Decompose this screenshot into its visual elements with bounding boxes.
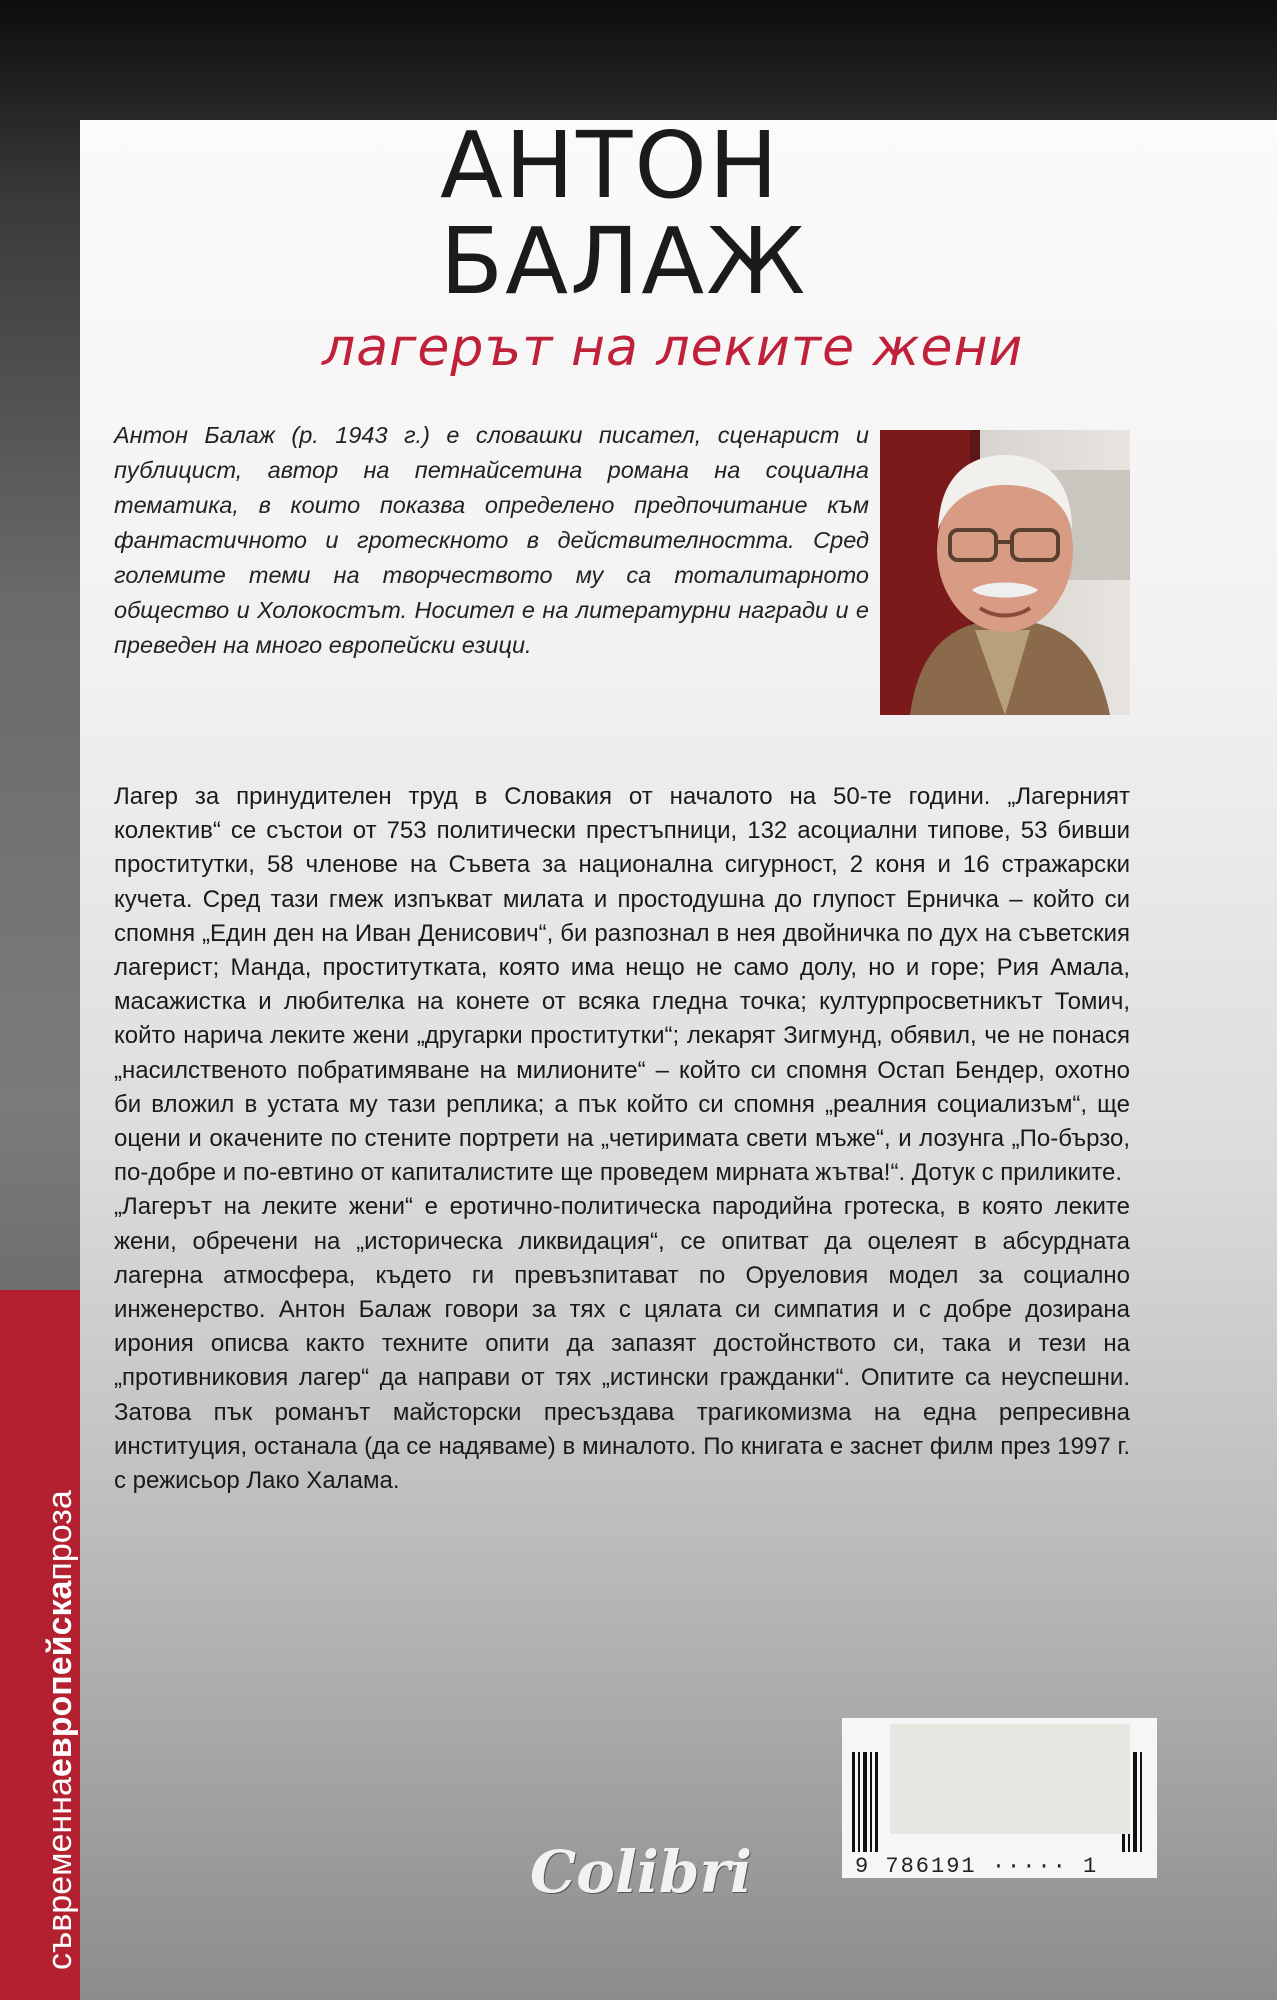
description-paragraph-1: Лагер за принудителен труд в Словакия от началото на 50-те години. „Лагерният колектив“ се състои от 753 политически престъпници, 132 асоциални типове, 53 бивши проститутки, 58 членове на Съвета за национална сигурност, 2 коня и 16 стражарски кучета. Сред тази гмеж изпъкват милата и простодушна до глупост Ерничка – който си спомня „Един ден на Иван Денисович“, би разпознал в нея двойничка по дух на съветския лагерист; Манда, проститутката, която има нещо не само долу, но и горе; Рия Амала, масажистка и любителка на конете от всяка гледна точка; културпросветникът Томич, който нарича леките жени „другарки проститутки“; лекарят Зигмунд, обявил, че не понася „насилственото побратимяване на милионите“ – който си спомня Остап Бендер, охотно би вложил в устата му тази реплика; а пък който си спомня „реалния социализъм“, ще оцени и окачените по стените портрети на „четиримата свети мъже“, и лозунга „По-бързо, по-добре и по-евтино от капиталистите ще проведем мирната жътва!“. Дотук с приликите. <box>114 783 1130 1187</box>
author-name <box>440 112 808 315</box>
description-paragraph-2: „Лагерът на леките жени“ е еротично-политическа пародийна гротеска, в която леките жени, обречени на „историческа ликвидация“, се опитват да оцелеят в абсурдната лагерна атмосфера, където ги превъзпитават по Оруеловия модел за социално инженерство. Антон Балаж говори за тях с цялата си симпатия и с добре дозирана ирония описва както техните опити да запазят достойнството си, така и тези на „противниковия лагер“ да направи от тях „истински гражданки“. Опитите са неуспешни. Затова пък романът майсторски пресъздава трагикомизма на една репресивна институция, останала (да се надяваме) в миналото. По книгата е заснет филм през 1997 г. с режисьор Лако Халама. <box>114 1193 1130 1495</box>
author-bio: Антон Балаж (р. 1943 г.) е словашки писател, сценарист и публицист, автор на петнайсетина романа на социална тематика, в които показва определено предпочитание към фантастичното и гротескното в действителността. Сред големите теми на творчеството му са тоталитарното общество и Холокостът. Носител е на литературни награди и е преведен на много европейски езици. <box>114 422 869 658</box>
price-sticker <box>890 1724 1130 1834</box>
author-first-name: АНТОН <box>440 112 780 219</box>
author-portrait-illustration <box>880 430 1130 715</box>
series-label-suffix: проза <box>41 1490 79 1581</box>
author-photo <box>880 430 1130 715</box>
publisher-logo: Colibri <box>530 1838 753 1906</box>
series-label <box>40 1490 80 1970</box>
book-description <box>114 780 1130 1498</box>
series-label-prefix: съвременна <box>41 1777 79 1970</box>
isbn-digits: 9 786191 ····· 1 <box>855 1854 1099 1879</box>
book-title: лагерът на леките жени <box>322 318 1024 378</box>
author-last-name: БАЛАЖ <box>440 208 808 315</box>
series-label-bold: европейска <box>41 1580 79 1778</box>
